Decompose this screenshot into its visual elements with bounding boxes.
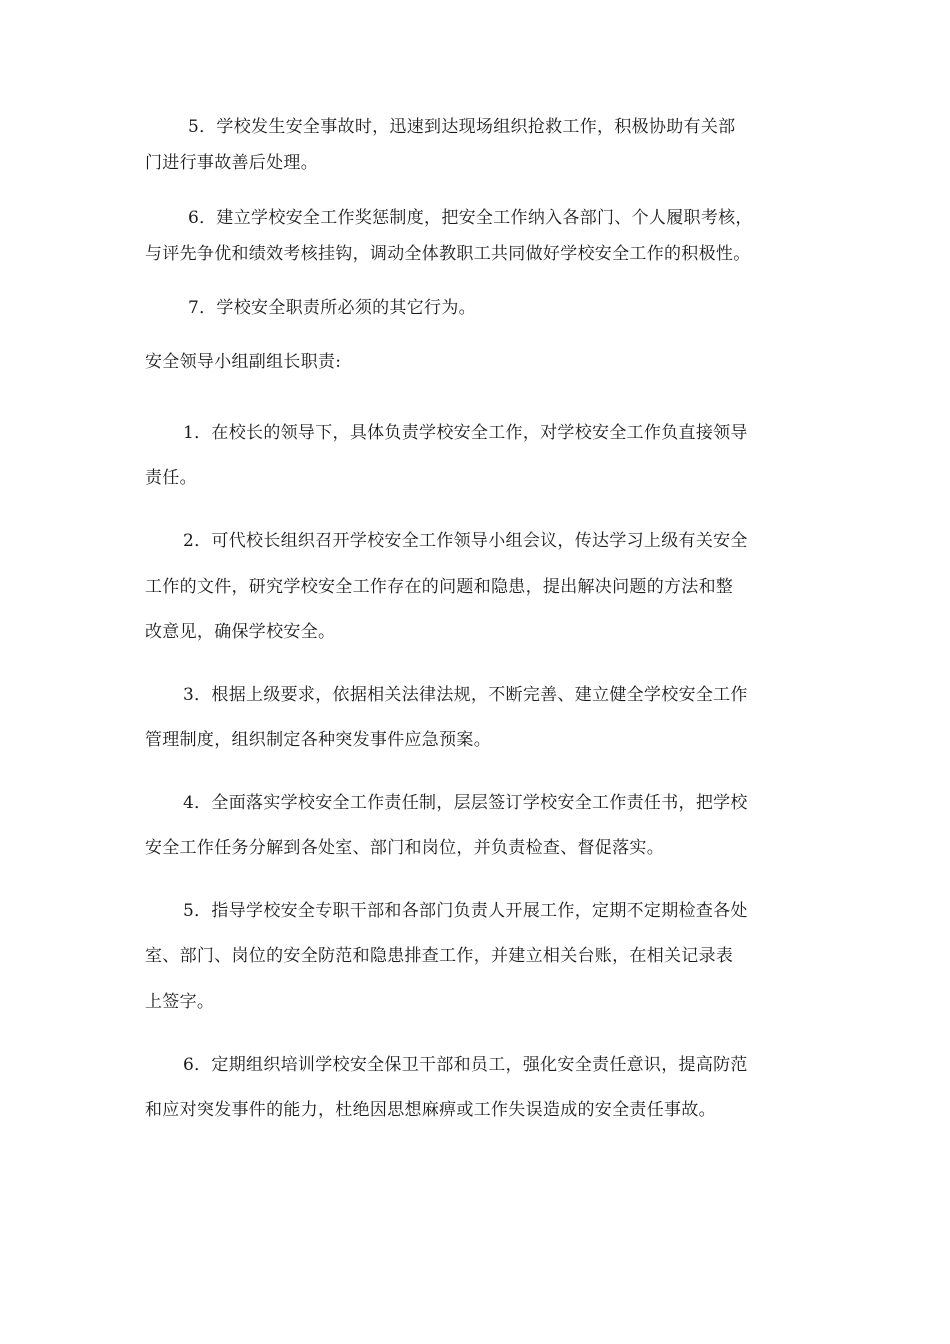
p2-item3-line1: 3．根据上级要求，依据相关法律法规，不断完善、建立健全学校安全工作 [183, 685, 748, 705]
p2-item5-line2: 室、部门、岗位的安全防范和隐患排查工作，并建立相关台账，在相关记录表 [145, 946, 734, 966]
p2-item2-line3: 改意见，确保学校安全。 [145, 622, 336, 642]
p1-item5-line2: 门进行事故善后处理。 [145, 153, 318, 173]
p1-item6-line2: 与评先争优和绩效考核挂钩，调动全体教职工共同做好学校安全工作的积极性。 [145, 244, 751, 264]
p2-item5-line1: 5．指导学校安全专职干部和各部门负责人开展工作，定期不定期检查各处 [183, 901, 748, 921]
section-heading: 安全领导小组副组长职责: [145, 352, 342, 372]
p2-item4-line2: 安全工作任务分解到各处室、部门和岗位，并负责检查、督促落实。 [145, 838, 664, 858]
p1-item5-line1: 5．学校发生安全事故时，迅速到达现场组织抢救工作，积极协助有关部 [188, 117, 736, 137]
p2-item6-line1: 6．定期组织培训学校安全保卫干部和员工，强化安全责任意识，提高防范 [183, 1055, 748, 1075]
p2-item2-line1: 2．可代校长组织召开学校安全工作领导小组会议，传达学习上级有关安全 [183, 531, 748, 551]
p2-item3-line2: 管理制度，组织制定各种突发事件应急预案。 [145, 730, 491, 750]
p1-item7-line1: 7．学校安全职责所必须的其它行为。 [188, 298, 476, 318]
p2-item4-line1: 4．全面落实学校安全工作责任制，层层签订学校安全工作责任书，把学校 [183, 793, 748, 813]
p2-item1-line1: 1．在校长的领导下，具体负责学校安全工作，对学校安全工作负直接领导 [183, 423, 748, 443]
p2-item1-line2: 责任。 [145, 468, 197, 488]
p1-item6-line1: 6．建立学校安全工作奖惩制度，把安全工作纳入各部门、个人履职考核， [188, 208, 753, 228]
p2-item6-line2: 和应对突发事件的能力，杜绝因思想麻痹或工作失误造成的安全责任事故。 [145, 1100, 716, 1120]
p2-item2-line2: 工作的文件，研究学校安全工作存在的问题和隐患，提出解决问题的方法和整 [145, 577, 734, 597]
p2-item5-line3: 上签字。 [145, 992, 215, 1012]
